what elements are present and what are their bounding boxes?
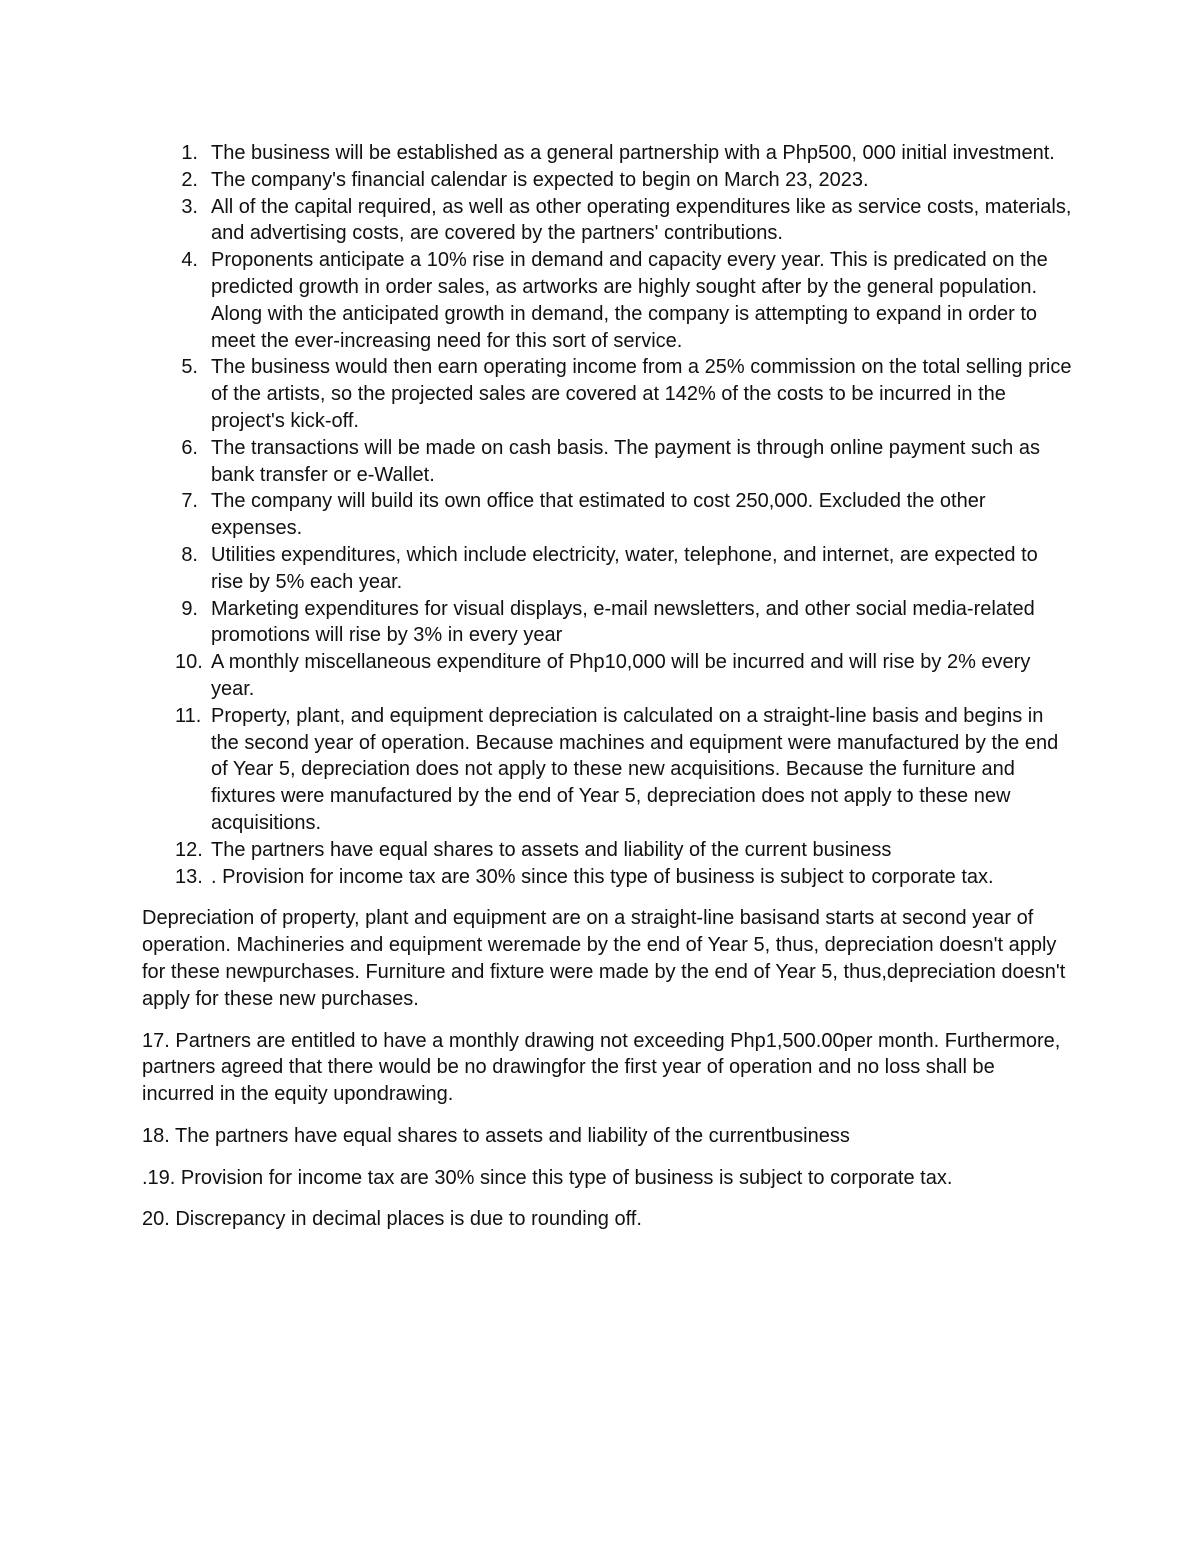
list-item-text: The business will be established as a general partnership with a Php500, 000 initial investment. xyxy=(211,142,1055,164)
income-tax-paragraph: .19. Provision for income tax are 30% since this type of business is subject to corporate tax. xyxy=(142,1166,953,1189)
list-item-text: Property, plant, and equipment depreciation is calculated on a straight-line basis and begins in the second year of operation. Because machines and equipment were manufactured by the end of Year 5, depreciation does not apply to these new acquisitions. Because the furniture and fixtures were manufactured by the end of Year 5, depreciation does not apply to these new acquisitions. xyxy=(211,704,1059,834)
assumptions-list xyxy=(142,140,1072,890)
list-item-number: 6. xyxy=(181,436,198,459)
list-item-text: The company's financial calendar is expected to begin on March 23, 2023. xyxy=(211,168,869,191)
list-item xyxy=(142,247,1072,354)
list-item-text: The transactions will be made on cash basis. The payment is through online payment such as bank transfer or e-Wallet. xyxy=(211,436,1040,486)
list-item-number: 7. xyxy=(181,490,198,513)
list-item-number: 9. xyxy=(181,597,198,620)
list-item-text: The business would then earn operating income from a 25% commission on the total selling price of the artists, so the projected sales are covered at 142% of the costs to be incurred in the project's kick-off. xyxy=(211,356,1072,432)
list-item-number: 5. xyxy=(181,356,198,379)
list-item-text: . Provision for income tax are 30% since this type of business is subject to corporate tax. xyxy=(211,865,994,888)
list-item-text: All of the capital required, as well as other operating expenditures like as service costs, materials, and advertising costs, are covered by the partners' contributions. xyxy=(211,195,1072,245)
list-item-number: 12. xyxy=(175,838,203,861)
depreciation-paragraph: Depreciation of property, plant and equipment are on a straight-line basisand starts at second year of operation. Machineries and equipment weremade by the end of Year 5, thus, depreciation doesn't apply for these newpurchases. Furniture and fixture were made by the end of Year 5, thus,depreciation doesn't apply for these new purchases. xyxy=(142,907,1066,1010)
list-item xyxy=(142,435,1072,489)
list-item-text: Marketing expenditures for visual displays, e-mail newsletters, and other social media-related promotions will rise by 3% in every year xyxy=(211,597,1035,647)
rounding-paragraph: 20. Discrepancy in decimal places is due to rounding off. xyxy=(142,1208,642,1231)
list-item-number: 10. xyxy=(175,651,203,674)
list-item-text: Proponents anticipate a 10% rise in demand and capacity every year. This is predicated on the predicted growth in order sales, as artworks are highly sought after by the general population. Along with the anticipated growth in demand, the company is attempting to expand in order to meet the ever-increasing need for this sort of service. xyxy=(211,249,1048,352)
list-item xyxy=(142,354,1072,434)
list-item-text: A monthly miscellaneous expenditure of Php10,000 will be incurred and will rise by 2% every year. xyxy=(211,651,1031,700)
drawing-paragraph: 17. Partners are entitled to have a monthly drawing not exceeding Php1,500.00per month. Furthermore, partners agreed that there would be no drawingfor the first year of operation and no loss shall be incurred in the equity upondrawing. xyxy=(142,1029,1061,1106)
list-item xyxy=(142,194,1072,248)
list-item-number: 3. xyxy=(181,195,198,218)
list-item xyxy=(142,703,1072,837)
shares-paragraph: 18. The partners have equal shares to assets and liability of the currentbusiness xyxy=(142,1124,850,1147)
list-item-text: Utilities expenditures, which include electricity, water, telephone, and internet, are expected to rise by 5% each year. xyxy=(211,543,1038,593)
list-item-number: 11. xyxy=(175,704,202,727)
list-item-number: 4. xyxy=(181,249,198,272)
list-item xyxy=(142,837,1072,864)
list-item xyxy=(142,167,1072,194)
list-item-text: The company will build its own office that estimated to cost 250,000. Excluded the other expenses. xyxy=(211,490,986,540)
list-item xyxy=(142,864,1072,891)
list-item xyxy=(142,649,1072,703)
list-item-number: 8. xyxy=(181,543,198,566)
list-item xyxy=(142,140,1072,167)
list-item-number: 1. xyxy=(181,142,198,164)
list-item-text: The partners have equal shares to assets and liability of the current business xyxy=(211,838,892,861)
list-item-number: 2. xyxy=(181,168,198,191)
document-body xyxy=(142,140,1072,1233)
list-item xyxy=(142,542,1072,596)
list-item-number: 13. xyxy=(175,865,203,888)
list-item xyxy=(142,488,1072,542)
list-item xyxy=(142,596,1072,650)
